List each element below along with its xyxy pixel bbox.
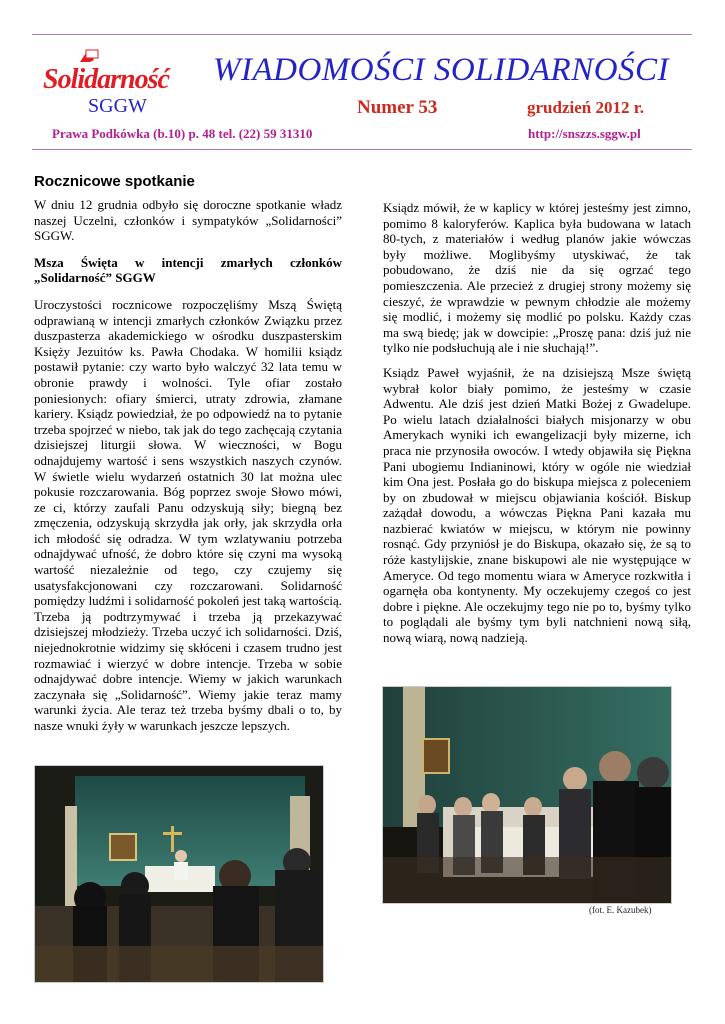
chapel-mass-photo [34,765,324,983]
contact-address: Prawa Podkówka (b.10) p. 48 tel. (22) 59 31310 [52,126,313,141]
photo-credit: (fot. E. Kazubek) [589,905,652,915]
article-subhead: Msza Święta w intencji zmarłych członków „Solidarność” SGGW [34,254,342,286]
svg-text:Solidarność: Solidarność [43,64,169,95]
issue-number: Numer 53 [357,97,438,118]
top-rule [32,34,692,35]
article-paragraph: Ksiądz Paweł wyjaśnił, że na dzisiejszą Msze świętą wybrał kolor biały pomimo, że jesteśmy w czasie Adwentu. Ale dziś jest dzień Matki Bożej z Gwadelupe. Po wielu latach działalności białych misjonarzy w obu Amerykach wyniki ich ewangelizacji były mizerne, ich praca nie przynosiła owoców. I wtedy objawiła się Piękna Pani ubogiemu Indianinowi, który w ogóle nie wiedział kim Ona jest. Posłała go do biskupa miejsca z poleceniem by on zbudował w miejscu objawiania kościół. Biskup zażądał dowodu, a wówczas Piękna Pani kazała mu nazbierać kwiatów w miejscu, w którym nie powinny rosnąć. Gdy przyniósł je do Biskupa, okazało się, że są to róże kastylijskie, znane biskupowi ale nie występujące w Ameryce. Od tego momentu wiara w Ameryce rozkwitła i ogarnęła oba kontynenty. My oczekujemy czegoś co jest dobre i piękne. Ale oczekujmy tego nie po to, byśmy tylko to poglądali ale byśmy tym byli natchnieni nową siłą, nową wiarą, nową nadzieją. [383,364,691,646]
header-rule [32,149,692,150]
issue-date: grudzień 2012 r. [527,98,644,117]
article-paragraph: Ksiądz mówił, że w kaplicy w której jesteśmy jest zimno, pomimo 8 kaloryferów. Kaplica była budowana w latach 80-tych, z materiałów i według planów jakie wówczas były możliwe. Moglibyśmy utyskiwać, że tak pobudowano, że dziś nie da się ogrzać tego pomieszczenia. Ale przecież z drugiej strony możemy się cieszyć, że wprawdzie w pewnym chłodzie ale możemy się modlić, i możemy się modlić po polsku. Każdy czas ma swą biedę; jak w dowcipie: „Proszę pana: dziś już nie tylko nie podsłuchują ale i nie słuchają!”. [383,200,691,356]
article-intro: W dniu 12 grudnia odbyło się doroczne spotkanie władz naszej Uczelni, członków i sympatyków „Solidarności” SGGW. [34,197,342,244]
article-paragraph: Uroczystości rocznicowe rozpoczęliśmy Mszą Świętą odprawianą w intencji zmarłych członków Związku przez duszpasterza akademickiego w ośrodku duszpasterskim Księży Jezuitów ks. Pawła Chodaka. W homilii ksiądz postawił pytanie: czy warto było walczyć 32 lata temu w obronie prawdy i wolności. Tyle ofiar zostało poniesionych: ofiary śmierci, utraty zdrowia, złamane kariery. Ksiądz powiedział, że po odpowiedź na to pytanie trzeba spojrzeć w niebo, tak jak do tego zachęcają czytania dzisiejszej liturgii słowa. W wieczności, w Bogu odnajdujemy wartość i sens wszystkich naszych czynów. W świetle wielu wydarzeń ostatnich 30 lat można ulec pokusie rozczarowania. Bóg poprzez swoje Słowo mówi, ze ci, którzy zaufali Panu odzyskują siły; biegną bez zmęczenia, odzyskują skrzydła jak orły, jak skrzydła orła ich młodość się odradza. W tym wzlatywaniu potrzeba odnajdywać ufność, że dobro które się czyni ma wysoką wartość niezależnie od tego, czy czujemy się usatysfakcjonowani czy rozczarowani. Solidarność pomiędzy ludźmi i solidarność pokoleń jest taką wartością. Trzeba ją podtrzymywać i trzeba ją przekazywać dzisiejszej młodzieży. Trzeba uczyć ich solidarności. Dziś, niejednokrotnie widzimy się skłóceni i czasem trudno jest rozmawiać i wierzyć w dobre intencje. Trzeba w sobie odnajdywać dobre intencje. Wiemy w jakich warunkach zaczynała się „Solidarność”. Wiemy jakie teraz mamy warunki życia. Ale teraz też trzeba byśmy dbali o to, by nasze wnuki żyły w warunkach jeszcze lepszych. [34,296,342,733]
right-column [383,200,691,646]
newsletter-title: WIADOMOŚCI SOLIDARNOŚCI [213,52,670,88]
altar-group-photo [382,686,672,904]
article-headline: Rocznicowe spotkanie [34,173,195,190]
website-link[interactable]: http://snszzs.sggw.pl [528,126,641,141]
org-name: SGGW [88,95,147,117]
left-column [34,197,342,734]
